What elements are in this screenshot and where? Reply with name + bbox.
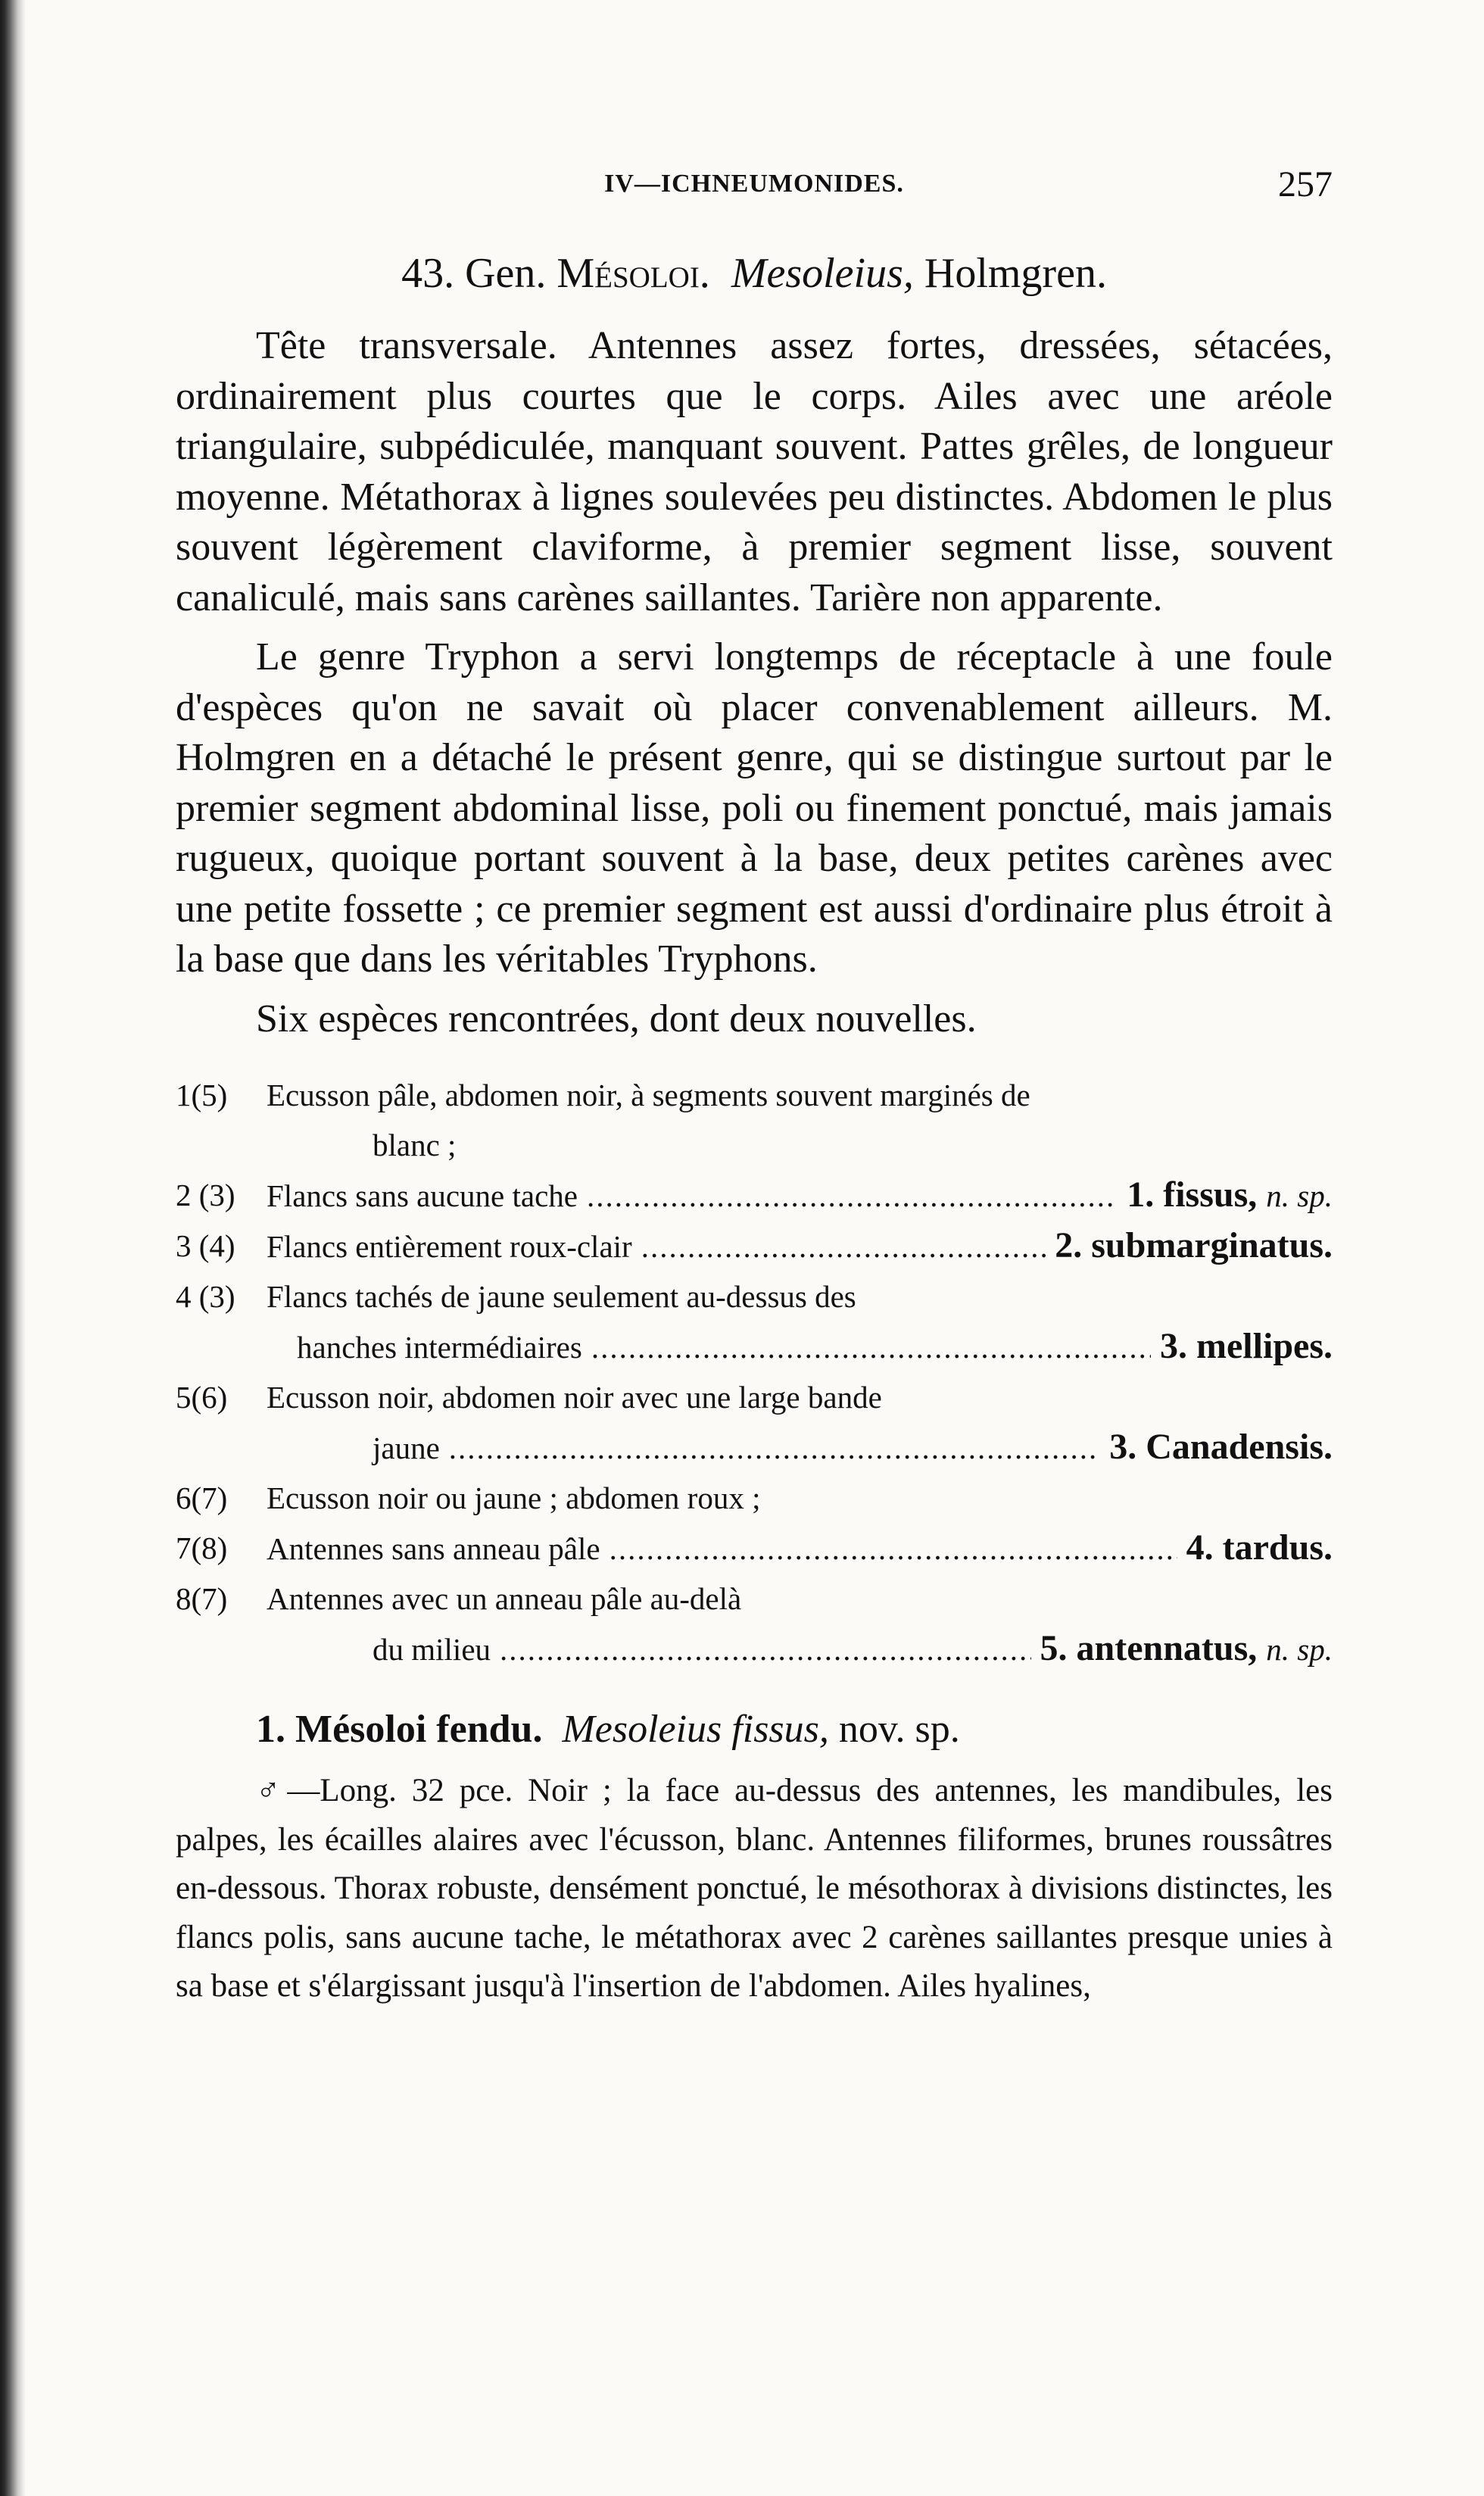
book-page — [176, 164, 1333, 2011]
key-result-number: 4. — [1186, 1527, 1214, 1568]
page-number: 257 — [1278, 164, 1333, 204]
key-result — [1055, 1221, 1333, 1271]
dot-leader — [587, 1171, 1118, 1221]
key-text: Flancs sans aucune tache — [267, 1178, 578, 1213]
key-result — [1127, 1170, 1333, 1221]
genus-name-latin: Mesoleius, — [731, 250, 914, 297]
key-text: Ecusson noir, abdomen noir avec une large bande — [267, 1380, 882, 1415]
key-couplet-number: 3 (4) — [176, 1228, 235, 1263]
identification-key — [176, 1070, 1333, 1674]
key-result-name: antennatus, — [1076, 1628, 1258, 1668]
dot-leader — [610, 1524, 1177, 1574]
key-result-suffix: n. sp. — [1266, 1632, 1333, 1667]
species-heading — [176, 1703, 1333, 1756]
dot-leader — [449, 1423, 1100, 1473]
key-result-suffix: n. sp. — [1266, 1178, 1333, 1213]
genus-number: 43. — [401, 250, 455, 297]
scan-binding-edge — [0, 0, 26, 2496]
key-text-continued: hanches intermédiaires — [297, 1330, 582, 1365]
key-result-name: mellipes. — [1196, 1326, 1333, 1366]
key-row — [176, 1574, 1333, 1674]
key-text: Flancs tachés de jaune seulement au-dessus des — [267, 1279, 856, 1314]
running-title: IV—ICHNEUMONIDES. — [604, 170, 904, 198]
genus-gen-label: Gen. — [465, 250, 547, 297]
paragraph-species-count: Six espèces rencontrées, dont deux nouvelles. — [256, 997, 977, 1041]
dot-leader — [641, 1221, 1046, 1271]
key-row — [176, 1170, 1333, 1221]
key-row — [176, 1372, 1333, 1473]
key-text: Ecusson noir ou jaune ; abdomen roux ; — [267, 1480, 761, 1515]
key-result-name: Canadensis. — [1146, 1427, 1333, 1467]
key-row — [176, 1221, 1333, 1271]
species-name-french: Mésoloi fendu. — [295, 1708, 543, 1751]
key-couplet-number: 6(7) — [176, 1480, 228, 1515]
key-text: Antennes avec un anneau pâle au-delà — [267, 1581, 742, 1616]
key-result — [1109, 1422, 1333, 1472]
key-result-number: 5. — [1040, 1628, 1068, 1668]
key-row — [176, 1523, 1333, 1574]
dot-leader — [591, 1322, 1151, 1372]
key-couplet-number: 1(5) — [176, 1078, 228, 1112]
key-text: Flancs entièrement roux-clair — [267, 1229, 632, 1264]
paragraph-genus-history: Le genre Tryphon a servi longtemps de réceptacle à une foule d'espèces qu'on ne savait où placer convenablement ailleurs. M. Holmgren en a détaché le présent genre, qui se distingue surtout par le premier segment abdominal lisse, poli ou finement ponctué, mais jamais rugueux, quoique portant souvent à la base, deux petites carènes avec une petite fossette ; ce premier segment est aussi d'ordinaire plus étroit à la base que dans les véritables Tryphons. — [176, 635, 1333, 981]
key-couplet-number: 4 (3) — [176, 1279, 235, 1314]
key-result-number: 2. — [1055, 1225, 1083, 1265]
species-description: ♂—Long. 32 pce. Noir ; la face au-dessus des antennes, les mandibules, les palpes, les écailles alaires avec l'écusson, blanc. Antennes filiformes, brunes roussâtres en-dessous. Thorax robuste, densément ponctué, le mésothorax à divisions distinctes, les flancs polis, sans aucune tache, le métathorax avec 2 carènes saillantes presque unies à sa base et s'élargissant jusqu'à l'insertion de l'abdomen. Ailes hyalines, — [176, 1773, 1333, 2004]
species-note: nov. sp. — [838, 1708, 960, 1751]
key-text-continued: jaune — [373, 1431, 440, 1465]
genus-author: Holmgren. — [924, 250, 1107, 297]
key-text-continued: blanc ; — [373, 1128, 457, 1162]
key-row — [176, 1473, 1333, 1523]
key-text-continued: du milieu — [373, 1632, 491, 1667]
paragraph-genus-description: Tête transversale. Antennes assez fortes, dressées, sétacées, ordinairement plus courtes que le corps. Ailes avec une aréole triangulaire, subpédiculée, manquant souvent. Pattes grêles, de longueur moyenne. Métathorax à lignes soulevées peu distinctes. Abdomen le plus souvent légèrement claviforme, à premier segment lisse, souvent canaliculé, mais sans carènes saillantes. Tarière non apparente. — [176, 324, 1333, 619]
species-name-latin: Mesoleius fissus, — [562, 1708, 829, 1751]
key-couplet-number: 2 (3) — [176, 1178, 235, 1212]
genus-name-french: Mésoloi. — [556, 250, 710, 297]
key-text: Ecusson pâle, abdomen noir, à segments souvent marginés de — [267, 1078, 1030, 1112]
key-result-number: 3. — [1160, 1326, 1188, 1366]
page-header — [176, 164, 1333, 214]
key-result-name: tardus. — [1222, 1527, 1333, 1568]
key-result — [1186, 1523, 1333, 1573]
dot-leader — [500, 1624, 1031, 1674]
key-row — [176, 1271, 1333, 1372]
genus-heading — [176, 247, 1333, 300]
key-couplet-number: 5(6) — [176, 1380, 228, 1415]
key-text: Antennes sans anneau pâle — [267, 1531, 600, 1566]
key-couplet-number: 8(7) — [176, 1581, 228, 1616]
key-result — [1160, 1321, 1333, 1371]
key-result-name: fissus, — [1163, 1175, 1258, 1215]
key-result-name: submarginatus. — [1091, 1225, 1333, 1265]
key-result — [1040, 1624, 1333, 1674]
key-result-number: 3. — [1109, 1427, 1137, 1467]
key-couplet-number: 7(8) — [176, 1530, 228, 1565]
species-number: 1. — [256, 1708, 285, 1751]
key-row — [176, 1070, 1333, 1170]
key-result-number: 1. — [1127, 1175, 1155, 1215]
